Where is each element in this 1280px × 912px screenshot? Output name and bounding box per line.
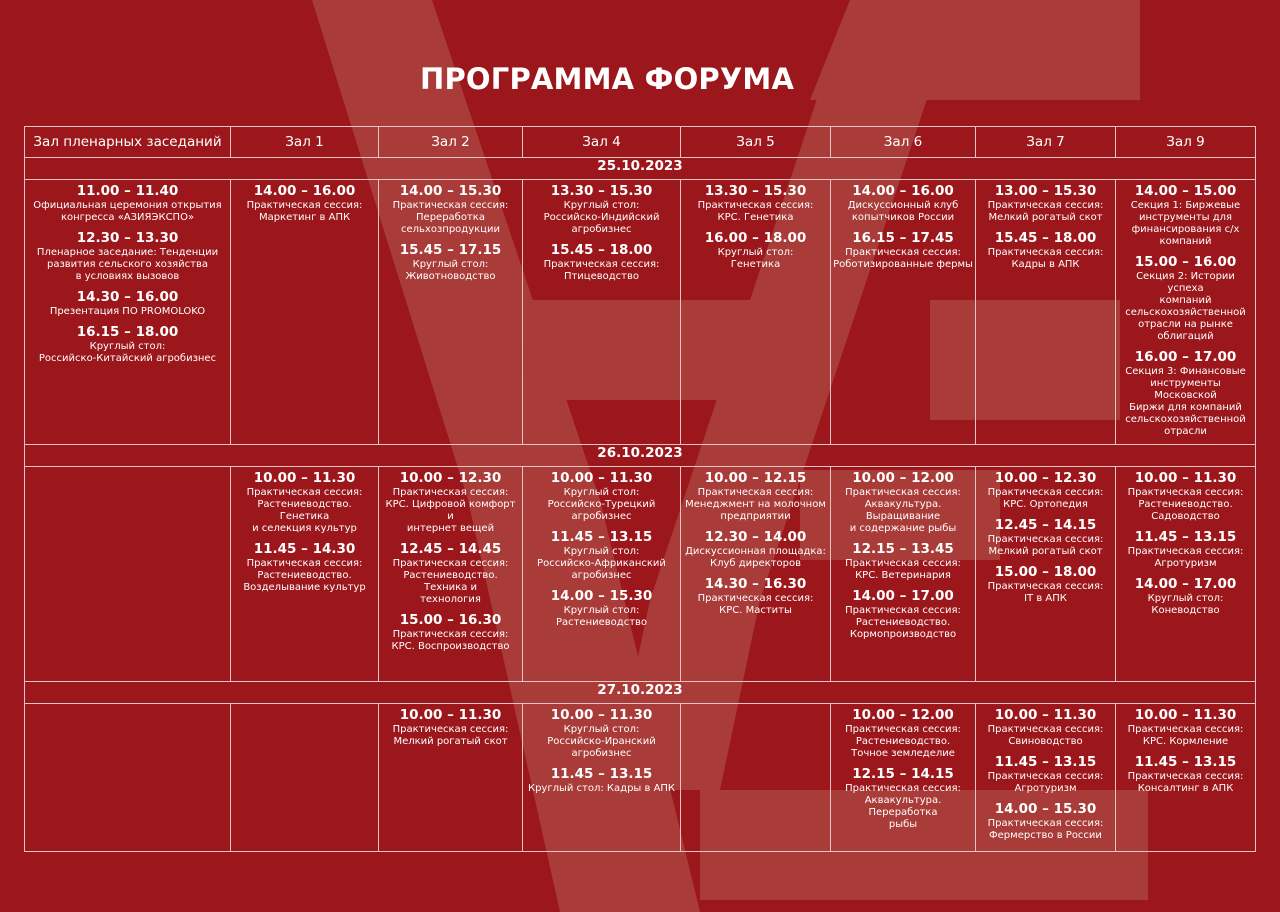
session-description-line: Агротуризм xyxy=(1154,558,1217,569)
session-description-line: Практическая сессия: xyxy=(1127,546,1244,557)
session-item xyxy=(978,183,1113,224)
session-description-line: Мелкий рогатый скот xyxy=(988,212,1103,223)
session-description-line: компаний xyxy=(1159,236,1212,247)
session-description-line: Растениеводство. xyxy=(855,736,951,747)
session-time: 10.00 – 12.30 xyxy=(994,470,1097,486)
session-time: 15.00 – 16.30 xyxy=(399,612,502,628)
session-description-line: Животноводство xyxy=(405,271,496,282)
session-description-line: копытчиков России xyxy=(851,212,955,223)
sessions-row xyxy=(25,704,1256,852)
date-row xyxy=(25,445,1256,467)
session-time: 16.15 – 18.00 xyxy=(76,324,179,340)
session-description-line: Мелкий рогатый скот xyxy=(988,546,1103,557)
program-body xyxy=(25,158,1256,852)
session-item xyxy=(27,324,228,365)
session-item xyxy=(1118,183,1253,248)
session-description-line: отрасли xyxy=(1164,426,1207,437)
session-item xyxy=(381,541,520,606)
session-description-line: Роботизированные фермы xyxy=(833,259,973,270)
hall-header-6: Зал 6 xyxy=(831,127,976,158)
session-description-line: Круглый стол: xyxy=(563,724,640,735)
session-description-line: Дискуссионный клуб xyxy=(847,200,959,211)
sessions-row xyxy=(25,180,1256,445)
session-time: 12.30 – 13.30 xyxy=(76,230,179,246)
session-time: 14.00 – 16.00 xyxy=(253,183,356,199)
session-description-line: агробизнес xyxy=(571,224,632,235)
session-item xyxy=(1118,707,1253,748)
session-description-line: Практическая сессия: xyxy=(246,487,363,498)
hall-cell xyxy=(523,704,681,852)
session-item xyxy=(683,576,828,617)
session-description-line: Растениеводство. Генетика xyxy=(257,499,352,522)
session-description-line: рыбы xyxy=(888,819,918,830)
session-description-line: Круглый стол: xyxy=(563,546,640,557)
session-description-line: Агротуризм xyxy=(1014,783,1077,794)
session-description-line: Практическая сессия: xyxy=(987,818,1104,829)
date-label: 26.10.2023 xyxy=(25,445,1256,467)
session-description-line: агробизнес xyxy=(571,511,632,522)
session-time: 11.00 – 11.40 xyxy=(76,183,179,199)
session-time: 15.45 – 18.00 xyxy=(994,230,1097,246)
session-description-line: Практическая сессия: xyxy=(845,724,961,735)
session-item xyxy=(833,183,973,224)
session-description-line: конгресса «АЗИЯЭКСПО» xyxy=(60,212,195,223)
session-description-line: Секция 1: Биржевые xyxy=(1130,200,1241,211)
hall-cell xyxy=(831,467,976,682)
session-time: 11.45 – 13.15 xyxy=(994,754,1097,770)
program-table xyxy=(24,126,1256,852)
hall-cell xyxy=(976,704,1116,852)
session-description-line: Круглый стол: xyxy=(563,487,640,498)
hall-cell xyxy=(25,704,231,852)
session-description-line: Секция 3: Финансовые xyxy=(1125,366,1246,377)
session-description-line: Практическая сессия: xyxy=(392,200,509,211)
session-description-line: Аквакультура. Переработка xyxy=(864,795,942,818)
session-time: 10.00 – 12.00 xyxy=(852,707,954,723)
session-description-line: Практическая сессия: xyxy=(392,487,509,498)
session-description-line: КРС. Ветеринария xyxy=(855,570,951,581)
session-item xyxy=(683,230,828,271)
session-item xyxy=(381,707,520,748)
session-description-line: Консалтинг в АПК xyxy=(1137,783,1234,794)
session-description-line: КРС. Кормление xyxy=(1142,736,1229,747)
session-description-line: Практическая сессия: xyxy=(392,629,509,640)
session-time: 11.45 – 13.15 xyxy=(550,529,653,545)
session-description-line: предприятии xyxy=(720,511,791,522)
session-item xyxy=(1118,349,1253,438)
session-item xyxy=(525,588,678,629)
session-time: 13.30 – 15.30 xyxy=(550,183,653,199)
session-description-line: сельскохозяйственной xyxy=(1125,307,1246,318)
session-time: 14.30 – 16.00 xyxy=(76,289,179,305)
hall-cell xyxy=(379,704,523,852)
session-item xyxy=(1118,254,1253,343)
session-description-line: Практическая сессия: xyxy=(392,724,509,735)
session-item xyxy=(233,470,376,535)
session-description-line: Возделывание культур xyxy=(243,582,366,593)
session-description-line: Круглый стол: xyxy=(89,341,166,352)
session-description-line: Практическая сессия: xyxy=(543,259,660,270)
session-description-line: Практическая сессия: xyxy=(392,558,509,569)
session-description-line: Практическая сессия: xyxy=(987,200,1104,211)
session-description-line: Круглый стол: xyxy=(563,605,640,616)
session-description-line: Клуб директоров xyxy=(709,558,801,569)
session-description-line: Практическая сессия: xyxy=(246,558,363,569)
session-description-line: компаний xyxy=(1159,295,1212,306)
session-time: 14.00 – 17.00 xyxy=(1134,576,1237,592)
session-time: 16.15 – 17.45 xyxy=(852,230,954,246)
session-time: 10.00 – 11.30 xyxy=(253,470,356,486)
session-time: 15.45 – 17.15 xyxy=(399,242,502,258)
session-description-line: Практическая сессия: xyxy=(246,200,363,211)
hall-cell xyxy=(231,467,379,682)
session-time: 10.00 – 11.30 xyxy=(1134,707,1237,723)
session-description-line: Мелкий рогатый скот xyxy=(393,736,508,747)
session-time: 10.00 – 12.00 xyxy=(852,470,954,486)
session-description-line: Практическая сессия: xyxy=(987,581,1104,592)
session-description-line: IT в АПК xyxy=(1024,593,1067,604)
session-description-line: Российско-Иранский xyxy=(547,736,656,747)
session-description-line: технология xyxy=(420,594,481,605)
session-time: 14.00 – 15.30 xyxy=(399,183,502,199)
hall-cell xyxy=(681,180,831,445)
page-title: ПРОГРАММА ФОРУМА xyxy=(420,62,795,96)
session-item xyxy=(525,242,678,283)
session-item xyxy=(381,183,520,236)
session-description-line: Растениеводство. xyxy=(1138,499,1233,510)
session-time: 11.45 – 13.15 xyxy=(1134,754,1237,770)
session-description-line: Практическая сессия: xyxy=(845,487,961,498)
session-item xyxy=(1118,754,1253,795)
session-item xyxy=(525,766,678,795)
session-time: 11.45 – 14.30 xyxy=(253,541,356,557)
session-time: 10.00 – 11.30 xyxy=(1134,470,1237,486)
session-description-line: Растениеводство xyxy=(555,617,648,628)
session-description-line: Российско-Африканский xyxy=(537,558,666,569)
hall-header-4: Зал 4 xyxy=(523,127,681,158)
hall-cell xyxy=(1116,180,1256,445)
session-description-line: Практическая сессия: xyxy=(987,771,1104,782)
session-description-line: Практическая сессия: xyxy=(1127,487,1244,498)
hall-header-5: Зал 5 xyxy=(681,127,831,158)
session-description-line: КРС. Цифровой комфорт и xyxy=(385,499,516,522)
session-time: 14.00 – 16.00 xyxy=(852,183,954,199)
session-time: 16.00 – 18.00 xyxy=(704,230,807,246)
hall-cell xyxy=(1116,467,1256,682)
session-description-line: развития сельского хозяйства xyxy=(46,259,209,270)
date-row xyxy=(25,158,1256,180)
session-item xyxy=(381,242,520,283)
session-description-line: Менеджмент на молочном xyxy=(685,499,826,510)
hall-header-7: Зал 7 xyxy=(976,127,1116,158)
session-description-line: Растениеводство. xyxy=(257,570,352,581)
session-description-line: Пленарное заседание: Тенденции xyxy=(36,247,219,258)
session-time: 10.00 – 11.30 xyxy=(550,470,653,486)
session-description-line: КРС. Генетика xyxy=(717,212,794,223)
session-description-line: Дискуссионная площадка: xyxy=(685,546,826,557)
session-description-line: Практическая сессия: xyxy=(1127,771,1244,782)
session-time: 15.45 – 18.00 xyxy=(550,242,653,258)
session-description-line: Фермерство в России xyxy=(989,830,1102,841)
session-time: 10.00 – 12.15 xyxy=(704,470,807,486)
session-item xyxy=(833,230,973,271)
session-item xyxy=(27,183,228,224)
session-description-line: Практическая сессия: xyxy=(845,783,961,794)
session-description-line: КРС. Ортопедия xyxy=(1003,499,1088,510)
session-description-line: Точное земледелие xyxy=(851,748,955,759)
session-time: 15.00 – 18.00 xyxy=(994,564,1097,580)
session-item xyxy=(833,588,973,641)
session-description-line: Переработка xyxy=(416,212,485,223)
session-item xyxy=(27,230,228,283)
session-description-line: Птицеводство xyxy=(563,271,640,282)
session-description-line: Практическая сессия: xyxy=(845,605,961,616)
session-item xyxy=(381,612,520,653)
session-time: 10.00 – 11.30 xyxy=(399,707,502,723)
session-description-line: Практическая сессия: xyxy=(697,487,814,498)
session-time: 12.45 – 14.45 xyxy=(399,541,502,557)
sessions-row xyxy=(25,467,1256,682)
hall-cell xyxy=(25,467,231,682)
hall-cell xyxy=(976,467,1116,682)
hall-header-2: Зал 2 xyxy=(379,127,523,158)
session-description-line: Официальная церемония открытия xyxy=(33,200,222,211)
session-description-line: Аквакультура. Выращивание xyxy=(864,499,942,522)
date-label: 27.10.2023 xyxy=(25,682,1256,704)
session-description-line: облигаций xyxy=(1157,331,1214,342)
hall-cell xyxy=(379,180,523,445)
session-description-line: Российско-Индийский xyxy=(543,212,660,223)
session-description-line: Российско-Китайский агробизнес xyxy=(38,353,217,364)
session-item xyxy=(525,470,678,523)
session-description-line: КРС. Воспроизводство xyxy=(391,641,510,652)
session-description-line: Практическая сессия: xyxy=(845,247,961,258)
session-description-line: интернет вещей xyxy=(406,523,495,534)
session-item xyxy=(978,801,1113,842)
session-time: 14.00 – 15.30 xyxy=(550,588,653,604)
session-description-line: финансирования с/х xyxy=(1131,224,1240,235)
session-description-line: КРС. Маститы xyxy=(719,605,792,616)
session-description-line: Практическая сессия: xyxy=(987,247,1104,258)
session-time: 10.00 – 11.30 xyxy=(994,707,1097,723)
session-item xyxy=(27,289,228,318)
session-item xyxy=(833,766,973,831)
session-description-line: Биржи для компаний xyxy=(1129,402,1242,413)
hall-cell xyxy=(831,180,976,445)
session-time: 12.30 – 14.00 xyxy=(704,529,807,545)
session-description-line: Маркетинг в АПК xyxy=(258,212,351,223)
hall-cell xyxy=(681,704,831,852)
session-time: 10.00 – 11.30 xyxy=(550,707,653,723)
session-time: 10.00 – 12.30 xyxy=(399,470,502,486)
session-description-line: Свиноводство xyxy=(1008,736,1083,747)
hall-cell xyxy=(523,180,681,445)
hall-cell xyxy=(25,180,231,445)
session-description-line: агробизнес xyxy=(571,570,632,581)
session-item xyxy=(978,230,1113,271)
session-description-line: инструменты для xyxy=(1138,212,1233,223)
session-item xyxy=(978,564,1113,605)
session-description-line: Практическая сессия: xyxy=(987,534,1104,545)
session-item xyxy=(381,470,520,535)
session-description-line: Практическая сессия: xyxy=(987,724,1104,735)
session-description-line: и селекция культур xyxy=(252,523,357,534)
session-description-line: Кормопроизводство xyxy=(849,629,957,640)
session-item xyxy=(233,541,376,594)
session-item xyxy=(233,183,376,224)
session-item xyxy=(1118,529,1253,570)
session-item xyxy=(525,707,678,760)
session-time: 14.30 – 16.30 xyxy=(704,576,807,592)
session-description-line: Круглый стол: Кадры в АПК xyxy=(527,783,676,794)
session-item xyxy=(525,183,678,236)
session-description-line: и содержание рыбы xyxy=(849,523,957,534)
session-description-line: Практическая сессия: xyxy=(697,200,814,211)
session-description-line: Генетика xyxy=(730,259,781,270)
session-item xyxy=(978,707,1113,748)
hall-cell xyxy=(379,467,523,682)
session-description-line: Практическая сессия: xyxy=(987,487,1104,498)
session-item xyxy=(1118,470,1253,523)
hall-header-1: Зал 1 xyxy=(231,127,379,158)
session-description-line: Садоводство xyxy=(1151,511,1220,522)
session-description-line: Презентация ПО PROMOLOKO xyxy=(49,306,206,317)
session-description-line: Круглый стол: xyxy=(563,200,640,211)
session-description-line: инструменты Московской xyxy=(1150,378,1221,401)
session-item xyxy=(978,517,1113,558)
session-time: 12.45 – 14.15 xyxy=(994,517,1097,533)
session-description-line: Практическая сессия: xyxy=(845,558,961,569)
session-item xyxy=(833,541,973,582)
date-label: 25.10.2023 xyxy=(25,158,1256,180)
date-row xyxy=(25,682,1256,704)
session-item xyxy=(683,529,828,570)
session-item xyxy=(833,470,973,535)
session-description-line: Практическая сессия: xyxy=(697,593,814,604)
session-item xyxy=(683,470,828,523)
session-time: 14.00 – 17.00 xyxy=(852,588,954,604)
session-description-line: в условиях вызовов xyxy=(75,271,180,282)
hall-cell xyxy=(1116,704,1256,852)
session-description-line: Круглый стол: xyxy=(412,259,489,270)
session-item xyxy=(833,707,973,760)
session-description-line: Круглый стол: xyxy=(717,247,794,258)
session-time: 12.15 – 13.45 xyxy=(852,541,954,557)
session-description-line: Российско-Турецкий xyxy=(547,499,656,510)
session-time: 14.00 – 15.30 xyxy=(994,801,1097,817)
session-time: 16.00 – 17.00 xyxy=(1134,349,1237,365)
session-description-line: Секция 2: Истории успеха xyxy=(1136,271,1235,294)
hall-cell xyxy=(831,704,976,852)
session-item xyxy=(1118,576,1253,617)
hall-cell xyxy=(523,467,681,682)
hall-header-plenary: Зал пленарных заседаний xyxy=(25,127,231,158)
session-time: 15.00 – 16.00 xyxy=(1134,254,1237,270)
session-time: 14.00 – 15.00 xyxy=(1134,183,1237,199)
session-time: 12.15 – 14.15 xyxy=(852,766,954,782)
session-item xyxy=(978,754,1113,795)
session-item xyxy=(525,529,678,582)
session-description-line: сельхозпродукции xyxy=(401,224,500,235)
session-time: 13.30 – 15.30 xyxy=(704,183,807,199)
session-item xyxy=(683,183,828,224)
hall-header-9: Зал 9 xyxy=(1116,127,1256,158)
session-description-line: агробизнес xyxy=(571,748,632,759)
session-time: 11.45 – 13.15 xyxy=(1134,529,1237,545)
session-description-line: отрасли на рынке xyxy=(1138,319,1233,330)
session-time: 11.45 – 13.15 xyxy=(550,766,653,782)
session-description-line: Кадры в АПК xyxy=(1011,259,1080,270)
session-description-line: Круглый стол: Коневодство xyxy=(1147,593,1224,616)
session-description-line: сельскохозяйственной xyxy=(1125,414,1246,425)
session-description-line: Растениеводство. xyxy=(855,617,951,628)
session-time: 13.00 – 15.30 xyxy=(994,183,1097,199)
session-item xyxy=(978,470,1113,511)
hall-cell xyxy=(681,467,831,682)
session-description-line: Практическая сессия: xyxy=(1127,724,1244,735)
hall-cell xyxy=(231,704,379,852)
session-description-line: Растениеводство. Техника и xyxy=(403,570,498,593)
hall-cell xyxy=(976,180,1116,445)
hall-header-row xyxy=(25,127,1256,158)
hall-cell xyxy=(231,180,379,445)
